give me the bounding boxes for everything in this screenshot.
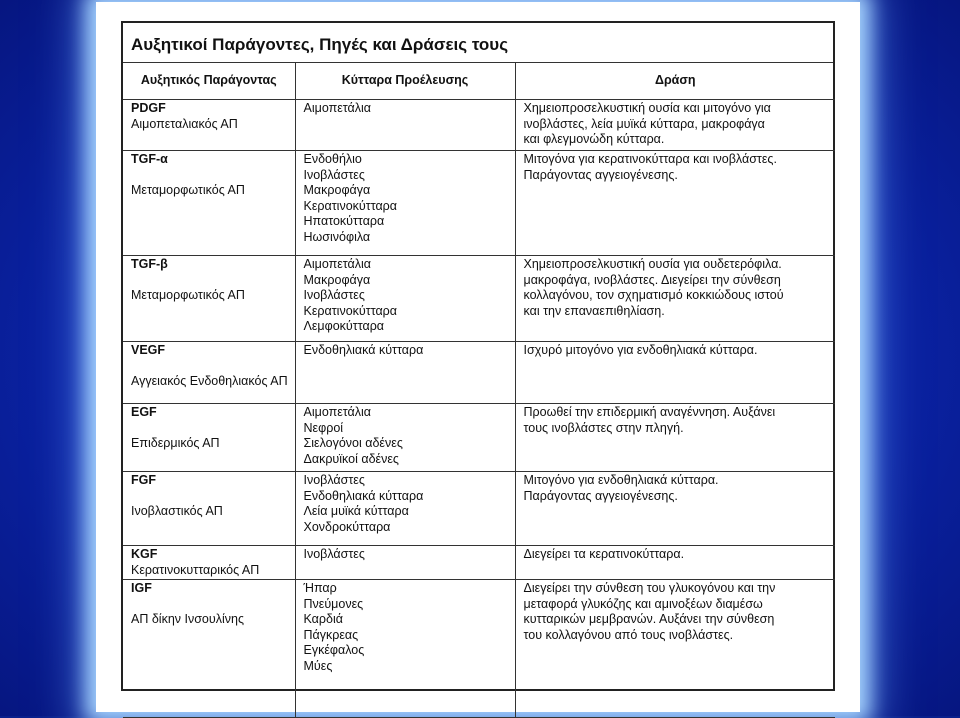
origin-cell-item: Λεία μυϊκά κύτταρα bbox=[303, 504, 409, 518]
action-text-line: του κολλαγόνου από τους ινοβλάστες. bbox=[523, 627, 734, 642]
growth-factor-name: Επιδερμικός ΑΠ bbox=[131, 435, 220, 450]
growth-factor-name: Αιμοπεταλιακός ΑΠ bbox=[131, 116, 238, 131]
origin-cell-item: Αιμοπετάλια bbox=[303, 405, 372, 419]
growth-factor-cell bbox=[123, 256, 295, 342]
origin-cell-item: Αιμοπετάλια bbox=[303, 101, 372, 115]
origin-cell-item: Ινοβλάστες bbox=[303, 288, 365, 302]
origin-cell-item: Αιμοπετάλια bbox=[303, 257, 372, 271]
origin-cells-cell bbox=[295, 256, 515, 342]
growth-factor-name: Μεταμορφωτικός ΑΠ bbox=[131, 182, 245, 197]
origin-cell-item: Ενδοθηλιακά κύτταρα bbox=[303, 488, 424, 503]
growth-factor-cell bbox=[123, 580, 295, 718]
growth-factors-table bbox=[123, 63, 835, 718]
table-row bbox=[123, 472, 835, 546]
growth-factor-code: PDGF bbox=[131, 101, 166, 115]
action-text-line: και την επαναεπιθηλίαση. bbox=[523, 303, 665, 318]
action-text-line: Μιτογόνο για ενδοθηλιακά κύτταρα. bbox=[523, 473, 719, 487]
action-text-line: Διεγείρει την σύνθεση του γλυκογόνου και την bbox=[523, 581, 776, 595]
origin-cell-item: Ηωσινόφιλα bbox=[303, 229, 371, 244]
origin-cell-item: Εγκέφαλος bbox=[303, 643, 365, 657]
action-cell bbox=[515, 256, 835, 342]
origin-cells-cell bbox=[295, 404, 515, 472]
origin-cell-item: Χονδροκύτταρα bbox=[303, 519, 391, 534]
action-text-line: κολλαγόνου, τον σχηματισμό κοκκιώδους ιστού bbox=[523, 288, 784, 302]
origin-cell-item: Λεμφοκύτταρα bbox=[303, 319, 385, 333]
growth-factor-name: Κερατινοκυτταρικός ΑΠ bbox=[131, 562, 260, 577]
origin-cell-item: Πνεύμονες bbox=[303, 596, 364, 611]
origin-cells-cell bbox=[295, 580, 515, 718]
origin-cell-item: Κερατινοκύτταρα bbox=[303, 198, 398, 213]
table-body bbox=[123, 100, 835, 718]
table-row bbox=[123, 151, 835, 256]
header-action: Δράση bbox=[515, 63, 835, 100]
action-cell bbox=[515, 404, 835, 472]
action-cell bbox=[515, 580, 835, 718]
origin-cell-item: Ενδοθήλιο bbox=[303, 152, 362, 166]
origin-cell-item: Σιελογόνοι αδένες bbox=[303, 436, 403, 450]
origin-cell-item: Καρδιά bbox=[303, 612, 343, 626]
action-cell bbox=[515, 100, 835, 151]
origin-cells-cell bbox=[295, 342, 515, 404]
origin-cells-cell bbox=[295, 472, 515, 546]
origin-cell-item: Μακροφάγα bbox=[303, 272, 371, 287]
growth-factor-code: TGF-β bbox=[131, 257, 168, 271]
origin-cells-cell bbox=[295, 151, 515, 256]
action-cell bbox=[515, 546, 835, 580]
table-row bbox=[123, 580, 835, 718]
growth-factor-cell bbox=[123, 546, 295, 580]
growth-factor-cell bbox=[123, 100, 295, 151]
table-row bbox=[123, 256, 835, 342]
document-page bbox=[121, 21, 835, 691]
growth-factor-code: IGF bbox=[131, 581, 152, 595]
growth-factor-cell bbox=[123, 151, 295, 256]
origin-cell-item: Κερατινοκύτταρα bbox=[303, 303, 398, 318]
action-text-line: μεταφορά γλυκόζης και αμινοξέων διαμέσω bbox=[523, 596, 763, 611]
origin-cell-item: Δακρυϊκοί αδένες bbox=[303, 451, 399, 466]
origin-cell-item: Μακροφάγα bbox=[303, 183, 371, 197]
growth-factor-name: Ινοβλαστικός ΑΠ bbox=[131, 503, 223, 518]
growth-factor-code: EGF bbox=[131, 405, 157, 419]
table-row bbox=[123, 404, 835, 472]
growth-factor-code: TGF-α bbox=[131, 152, 168, 166]
origin-cell-item: Ινοβλάστες bbox=[303, 547, 365, 561]
action-text-line: Προωθεί την επιδερμική αναγέννηση. Αυξάνει bbox=[523, 405, 776, 419]
growth-factor-cell bbox=[123, 404, 295, 472]
origin-cell-item: Πάγκρεας bbox=[303, 627, 359, 642]
growth-factor-code: FGF bbox=[131, 473, 156, 487]
origin-cell-item: Νεφροί bbox=[303, 420, 344, 435]
table-row bbox=[123, 546, 835, 580]
growth-factor-code: VEGF bbox=[131, 343, 166, 357]
growth-factor-name: Μεταμορφωτικός ΑΠ bbox=[131, 287, 245, 302]
action-text-line: ινοβλάστες, λεία μυϊκά κύτταρα, μακροφάγα bbox=[523, 116, 765, 131]
origin-cell-item: Ινοβλάστες bbox=[303, 473, 365, 487]
action-text-line: τους ινοβλάστες στην πληγή. bbox=[523, 420, 684, 435]
origin-cell-item: Μύες bbox=[303, 658, 333, 673]
action-cell bbox=[515, 151, 835, 256]
origin-cell-item: Ενδοθηλιακά κύτταρα bbox=[303, 343, 424, 357]
action-text-line: κυτταρικών μεμβρανών. Αυξάνει την σύνθεση bbox=[523, 612, 775, 626]
growth-factor-code: KGF bbox=[131, 547, 158, 561]
header-growth-factor: Αυξητικός Παράγοντας bbox=[123, 63, 295, 100]
origin-cells-cell bbox=[295, 546, 515, 580]
origin-cells-cell bbox=[295, 100, 515, 151]
origin-cell-item: Ήπαρ bbox=[303, 581, 337, 595]
growth-factor-cell bbox=[123, 342, 295, 404]
origin-cell-item: Ηπατοκύτταρα bbox=[303, 214, 385, 228]
table-row bbox=[123, 342, 835, 404]
action-text-line: Παράγοντας αγγειογένεσης. bbox=[523, 167, 678, 182]
action-text-line: Χημειοπροσελκυστική ουσία και μιτογόνο για bbox=[523, 101, 771, 115]
action-text-line: Μιτογόνα για κερατινοκύτταρα και ινοβλάστες. bbox=[523, 152, 777, 166]
action-text-line: Παράγοντας αγγειογένεσης. bbox=[523, 488, 678, 503]
action-cell bbox=[515, 342, 835, 404]
action-text-line: Ισχυρό μιτογόνο για ενδοθηλιακά κύτταρα. bbox=[523, 343, 758, 357]
action-text-line: μακροφάγα, ινοβλάστες. Διεγείρει την σύνθεση bbox=[523, 272, 781, 287]
growth-factor-name: ΑΠ δίκην Ινσουλίνης bbox=[131, 611, 244, 626]
action-text-line: Διεγείρει τα κερατινοκύτταρα. bbox=[523, 547, 685, 561]
action-cell bbox=[515, 472, 835, 546]
header-origin-cells: Κύτταρα Προέλευσης bbox=[295, 63, 515, 100]
growth-factor-cell bbox=[123, 472, 295, 546]
origin-cell-item: Ινοβλάστες bbox=[303, 167, 365, 182]
action-text-line: και φλεγμονώδη κύτταρα. bbox=[523, 132, 665, 146]
growth-factor-name: Αγγειακός Ενδοθηλιακός ΑΠ bbox=[131, 373, 288, 388]
action-text-line: Χημειοπροσελκυστική ουσία για ουδετερόφιλα. bbox=[523, 257, 782, 271]
table-header-row bbox=[123, 63, 835, 100]
table-row bbox=[123, 100, 835, 151]
document-title: Αυξητικοί Παράγοντες, Πηγές και Δράσεις τους bbox=[123, 23, 833, 63]
